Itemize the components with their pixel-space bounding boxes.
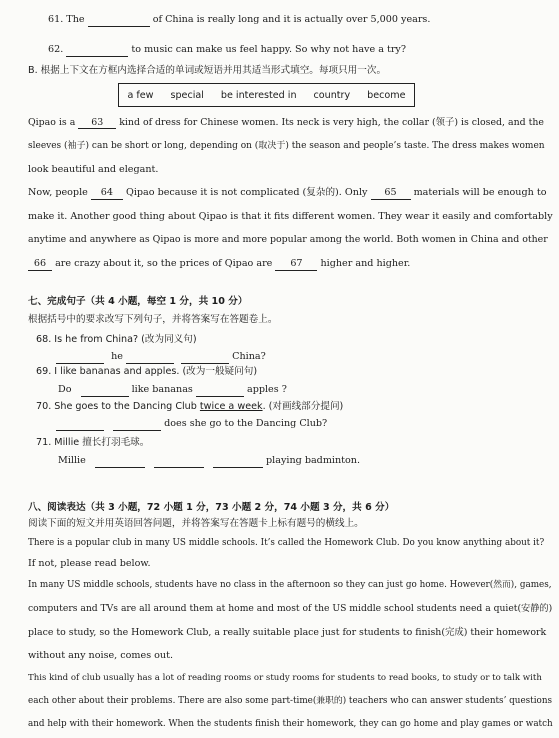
reading-line-6: without any noise, comes out.	[28, 650, 174, 661]
q68-word-he: he	[111, 351, 123, 362]
blank-number-66: 66	[33, 258, 47, 269]
section-b-title: B. 根据上下文在方框内选择合适的单词或短语并用其适当形式填空。每项只用一次。	[28, 65, 387, 76]
answer-blank-68-1[interactable]	[56, 351, 104, 364]
q69-word-do: Do	[58, 384, 72, 395]
section-8-instructions: 阅读下面的短文并用英语回答问题，并将答案写在答题卡上标有题号的横线上。	[28, 518, 364, 529]
answer-blank-70-1[interactable]	[56, 418, 104, 431]
q71-end: playing badminton.	[266, 455, 361, 466]
answer-blank-71-1[interactable]	[95, 455, 145, 468]
passage-line-3: look beautiful and elegant.	[28, 164, 159, 175]
q62-text: to music can make us feel happy. So why not have a try?	[131, 44, 406, 55]
q69-like-bananas: like bananas	[131, 384, 193, 395]
question-61	[48, 14, 430, 27]
passage-line-2: sleeves (袖子) can be short or long, depending on (取决于) the season and people’s taste. The dress makes women	[28, 141, 545, 151]
section-7-title: 七、完成句子（共 4 小题，每空 1 分，共 10 分）	[28, 296, 248, 307]
word-special: special	[170, 89, 204, 101]
reading-line-8: each other about their problems. There are also some part-time(兼职的) teachers who can answer students’ questions	[28, 696, 553, 706]
word-country: country	[313, 89, 351, 101]
q68-word-china: China?	[232, 351, 266, 362]
passage-text: Now, people	[28, 187, 88, 198]
passage-line-6: anytime and anywhere as Qipao is more and more popular among the world. Both women in China and other	[28, 234, 548, 245]
reading-line-4: computers and TVs are all around them at home and most of the US middle school students need a quiet(安静的)	[28, 603, 553, 614]
passage-line-7	[28, 258, 410, 271]
passage-text: materials will be enough to	[413, 187, 547, 198]
reading-line-5: place to study, so the Homework Club, a really suitable place just for students to finish(完成) their homework	[28, 627, 547, 638]
blank-number-65: 65	[384, 187, 397, 198]
question-71: 71. Millie 擅长打羽毛球。	[36, 437, 150, 448]
word-box	[118, 83, 415, 107]
q70-rest: does she go to the Dancing Club?	[164, 418, 328, 429]
answer-blank-61[interactable]	[88, 14, 150, 27]
q69-apples: apples ?	[246, 384, 287, 395]
answer-blank-69-2[interactable]	[196, 384, 244, 397]
q70-instruction: . (对画线部分提问)	[262, 401, 344, 412]
passage-line-5: make it. Another good thing about Qipao is that it fits different women. They wear it easily and comfortably	[28, 211, 553, 222]
blank-number-67: 67	[290, 258, 303, 269]
q61-text: of China is really long and it is actually over 5,000 years.	[152, 14, 431, 25]
reading-line-9: and help with their homework. When the students finish their homework, they can go home and play games or watch	[28, 719, 553, 729]
answer-blank-63[interactable]	[78, 117, 116, 129]
q62-number: 62.	[48, 44, 64, 55]
answer-blank-68-3[interactable]	[181, 351, 229, 364]
passage-text: Qipao is a	[28, 117, 76, 128]
answer-blank-71-3[interactable]	[213, 455, 263, 468]
word-be-interested-in: be interested in	[220, 89, 297, 101]
blank-number-63: 63	[91, 117, 104, 128]
reading-line-7: This kind of club usually has a lot of reading rooms or study rooms for students to read books, to study or to talk with	[28, 673, 542, 683]
word-become: become	[367, 89, 406, 101]
blank-number-64: 64	[100, 187, 113, 198]
q61-number: 61. The	[48, 14, 85, 25]
answer-blank-62[interactable]	[66, 44, 128, 57]
answer-blank-69-1[interactable]	[81, 384, 129, 397]
word-a-few: a few	[127, 89, 154, 101]
reading-line-1: There is a popular club in many US middle schools. It’s called the Homework Club. Do you know anything about it?	[28, 538, 545, 548]
passage-text: higher and higher.	[320, 258, 411, 269]
question-69-answer	[58, 384, 287, 397]
answer-blank-65[interactable]	[371, 187, 411, 200]
q71-millie: Millie	[58, 455, 86, 466]
question-71-answer	[58, 455, 360, 468]
answer-blank-64[interactable]	[91, 187, 123, 200]
question-69: 69. I like bananas and apples. (改为一般疑问句)	[36, 366, 258, 377]
reading-line-2: If not, please read below.	[28, 558, 151, 569]
section-7-instructions: 根据括号中的要求改写下列句子，并将答案写在答题卷上。	[28, 314, 278, 325]
q70-underlined-part: twice a week	[199, 401, 263, 412]
reading-line-3: In many US middle schools, students have no class in the afternoon so they can just go home. However(然而), games,	[28, 580, 552, 590]
answer-blank-67[interactable]	[275, 258, 317, 271]
question-68-answer	[56, 351, 266, 364]
answer-blank-71-2[interactable]	[154, 455, 204, 468]
passage-line-1	[28, 117, 544, 129]
question-62	[48, 44, 406, 57]
q70-text: 70. She goes to the Dancing Club	[36, 401, 197, 412]
question-70	[36, 401, 343, 413]
question-70-answer	[56, 418, 327, 431]
passage-text: kind of dress for Chinese women. Its neck is very high, the collar (领子) is closed, and the	[119, 117, 544, 128]
passage-text: Qipao because it is not complicated (复杂的). Only	[125, 187, 368, 198]
answer-blank-68-2[interactable]	[126, 351, 174, 364]
passage-text: are crazy about it, so the prices of Qipao are	[55, 258, 273, 269]
answer-blank-70-2[interactable]	[113, 418, 161, 431]
passage-line-4	[28, 187, 546, 200]
answer-blank-66[interactable]	[28, 258, 52, 271]
question-68: 68. Is he from China? (改为同义句)	[36, 334, 197, 345]
section-8-title: 八、阅读表达（共 3 小题，72 小题 1 分，73 小题 2 分，74 小题 3 分，共 6 分）	[28, 502, 395, 513]
